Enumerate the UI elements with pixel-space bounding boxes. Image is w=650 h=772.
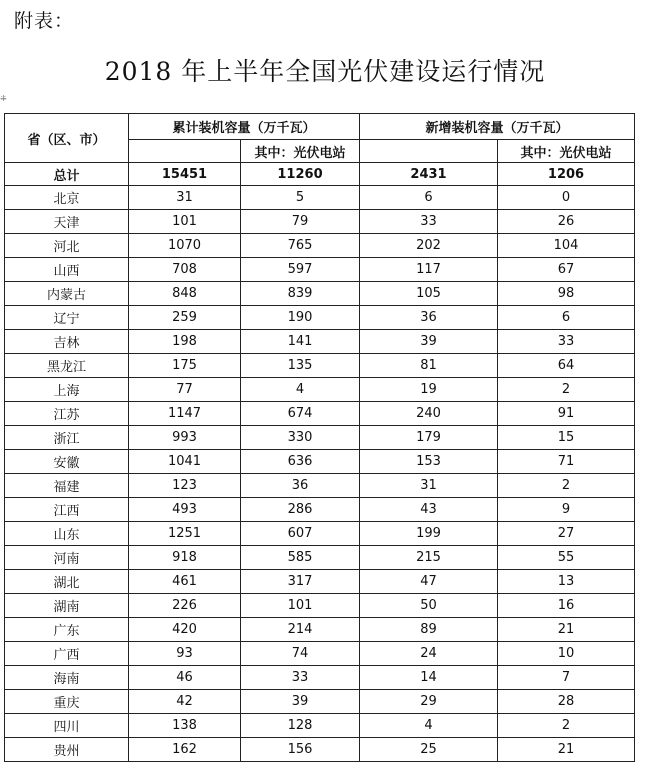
new-capacity: 240 [360, 402, 498, 426]
province-name: 山西 [5, 258, 129, 282]
province-name: 河南 [5, 546, 129, 570]
new-pv-station: 6 [498, 306, 635, 330]
cumulative-pv-station: 156 [241, 738, 360, 762]
header-cumulative-blank [129, 140, 241, 163]
table-row [5, 426, 635, 450]
total-label: 总计 [5, 163, 129, 186]
new-pv-station: 26 [498, 210, 635, 234]
document-title: 2018 年上半年全国光伏建设运行情况 [104, 57, 546, 86]
new-pv-station: 28 [498, 690, 635, 714]
table-row [5, 258, 635, 282]
cumulative-capacity: 93 [129, 642, 241, 666]
cumulative-capacity: 420 [129, 618, 241, 642]
table-row [5, 690, 635, 714]
province-name: 江苏 [5, 402, 129, 426]
province-name: 辽宁 [5, 306, 129, 330]
cumulative-pv-station: 135 [241, 354, 360, 378]
cumulative-capacity: 918 [129, 546, 241, 570]
table-row [5, 378, 635, 402]
province-name: 山东 [5, 522, 129, 546]
new-pv-station: 67 [498, 258, 635, 282]
table-row [5, 546, 635, 570]
cumulative-pv-station: 839 [241, 282, 360, 306]
province-name: 福建 [5, 474, 129, 498]
cumulative-pv-station: 765 [241, 234, 360, 258]
table-row [5, 714, 635, 738]
cumulative-pv-station: 286 [241, 498, 360, 522]
province-name: 北京 [5, 186, 129, 210]
new-capacity: 14 [360, 666, 498, 690]
cumulative-pv-station: 33 [241, 666, 360, 690]
new-capacity: 6 [360, 186, 498, 210]
cumulative-capacity: 138 [129, 714, 241, 738]
header-cumulative: 累计装机容量（万千瓦） [129, 114, 360, 140]
cumulative-capacity: 993 [129, 426, 241, 450]
new-pv-station: 2 [498, 474, 635, 498]
province-name: 安徽 [5, 450, 129, 474]
cumulative-pv-station: 190 [241, 306, 360, 330]
cumulative-capacity: 461 [129, 570, 241, 594]
new-capacity: 117 [360, 258, 498, 282]
province-name: 天津 [5, 210, 129, 234]
cumulative-pv-station: 674 [241, 402, 360, 426]
table-row [5, 594, 635, 618]
province-name: 贵州 [5, 738, 129, 762]
table-row [5, 618, 635, 642]
table-row [5, 354, 635, 378]
new-pv-station: 21 [498, 618, 635, 642]
header-new-blank [360, 140, 498, 163]
appendix-label: 附表： [14, 10, 75, 32]
new-pv-station: 13 [498, 570, 635, 594]
cumulative-pv-station: 36 [241, 474, 360, 498]
new-capacity: 89 [360, 618, 498, 642]
cumulative-pv-station: 636 [241, 450, 360, 474]
cumulative-pv-station: 330 [241, 426, 360, 450]
cumulative-pv-station: 74 [241, 642, 360, 666]
cumulative-pv-station: 5 [241, 186, 360, 210]
table-row [5, 522, 635, 546]
new-pv-station: 9 [498, 498, 635, 522]
cumulative-capacity: 162 [129, 738, 241, 762]
cumulative-capacity: 31 [129, 186, 241, 210]
cumulative-pv-station: 79 [241, 210, 360, 234]
new-capacity: 33 [360, 210, 498, 234]
province-name: 海南 [5, 666, 129, 690]
total-new-pv: 1206 [498, 163, 635, 186]
province-name: 湖北 [5, 570, 129, 594]
new-capacity: 43 [360, 498, 498, 522]
cumulative-capacity: 259 [129, 306, 241, 330]
cumulative-capacity: 1041 [129, 450, 241, 474]
province-name: 吉林 [5, 330, 129, 354]
new-capacity: 153 [360, 450, 498, 474]
cumulative-capacity: 175 [129, 354, 241, 378]
new-capacity: 202 [360, 234, 498, 258]
new-pv-station: 71 [498, 450, 635, 474]
total-new: 2431 [360, 163, 498, 186]
new-pv-station: 15 [498, 426, 635, 450]
table-row [5, 306, 635, 330]
cumulative-capacity: 101 [129, 210, 241, 234]
new-pv-station: 33 [498, 330, 635, 354]
table-row [5, 642, 635, 666]
cumulative-pv-station: 317 [241, 570, 360, 594]
new-capacity: 179 [360, 426, 498, 450]
province-name: 浙江 [5, 426, 129, 450]
new-pv-station: 7 [498, 666, 635, 690]
province-name: 四川 [5, 714, 129, 738]
cumulative-pv-station: 128 [241, 714, 360, 738]
province-name: 江西 [5, 498, 129, 522]
table-row [5, 282, 635, 306]
province-name: 黑龙江 [5, 354, 129, 378]
cumulative-pv-station: 39 [241, 690, 360, 714]
header-province: 省（区、市） [5, 114, 129, 163]
table-row [5, 402, 635, 426]
province-name: 内蒙古 [5, 282, 129, 306]
table-row [5, 498, 635, 522]
cumulative-capacity: 198 [129, 330, 241, 354]
table-anchor-icon[interactable]: ⁜ [0, 94, 7, 103]
cumulative-capacity: 42 [129, 690, 241, 714]
province-name: 广东 [5, 618, 129, 642]
header-new: 新增装机容量（万千瓦） [360, 114, 635, 140]
cumulative-pv-station: 585 [241, 546, 360, 570]
cumulative-capacity: 46 [129, 666, 241, 690]
table-row [5, 330, 635, 354]
total-row [5, 163, 635, 186]
table-row [5, 570, 635, 594]
total-cumulative: 15451 [129, 163, 241, 186]
cumulative-pv-station: 141 [241, 330, 360, 354]
table-row [5, 186, 635, 210]
cumulative-capacity: 493 [129, 498, 241, 522]
table-row [5, 234, 635, 258]
province-name: 上海 [5, 378, 129, 402]
new-pv-station: 10 [498, 642, 635, 666]
new-pv-station: 2 [498, 378, 635, 402]
new-capacity: 47 [360, 570, 498, 594]
province-name: 广西 [5, 642, 129, 666]
cumulative-capacity: 226 [129, 594, 241, 618]
table-row [5, 474, 635, 498]
cumulative-pv-station: 4 [241, 378, 360, 402]
cumulative-capacity: 708 [129, 258, 241, 282]
new-capacity: 31 [360, 474, 498, 498]
province-name: 河北 [5, 234, 129, 258]
header-new-pv: 其中：光伏电站 [498, 140, 635, 163]
table-row [5, 210, 635, 234]
new-capacity: 81 [360, 354, 498, 378]
new-pv-station: 2 [498, 714, 635, 738]
new-capacity: 105 [360, 282, 498, 306]
new-pv-station: 91 [498, 402, 635, 426]
new-capacity: 4 [360, 714, 498, 738]
cumulative-pv-station: 597 [241, 258, 360, 282]
cumulative-capacity: 848 [129, 282, 241, 306]
new-capacity: 199 [360, 522, 498, 546]
new-pv-station: 27 [498, 522, 635, 546]
cumulative-pv-station: 101 [241, 594, 360, 618]
cumulative-capacity: 1147 [129, 402, 241, 426]
pv-capacity-table [4, 113, 635, 762]
new-pv-station: 55 [498, 546, 635, 570]
table-row [5, 738, 635, 762]
cumulative-capacity: 1070 [129, 234, 241, 258]
new-capacity: 29 [360, 690, 498, 714]
cumulative-capacity: 123 [129, 474, 241, 498]
new-pv-station: 64 [498, 354, 635, 378]
cumulative-capacity: 77 [129, 378, 241, 402]
cumulative-capacity: 1251 [129, 522, 241, 546]
new-pv-station: 16 [498, 594, 635, 618]
new-capacity: 39 [360, 330, 498, 354]
province-name: 湖南 [5, 594, 129, 618]
table-row [5, 666, 635, 690]
new-pv-station: 98 [498, 282, 635, 306]
new-capacity: 25 [360, 738, 498, 762]
province-name: 重庆 [5, 690, 129, 714]
table-row [5, 450, 635, 474]
new-capacity: 215 [360, 546, 498, 570]
cumulative-pv-station: 607 [241, 522, 360, 546]
new-capacity: 19 [360, 378, 498, 402]
new-pv-station: 0 [498, 186, 635, 210]
new-pv-station: 104 [498, 234, 635, 258]
new-capacity: 36 [360, 306, 498, 330]
new-capacity: 24 [360, 642, 498, 666]
cumulative-pv-station: 214 [241, 618, 360, 642]
new-capacity: 50 [360, 594, 498, 618]
total-cumulative-pv: 11260 [241, 163, 360, 186]
new-pv-station: 21 [498, 738, 635, 762]
header-cumulative-pv: 其中：光伏电站 [241, 140, 360, 163]
